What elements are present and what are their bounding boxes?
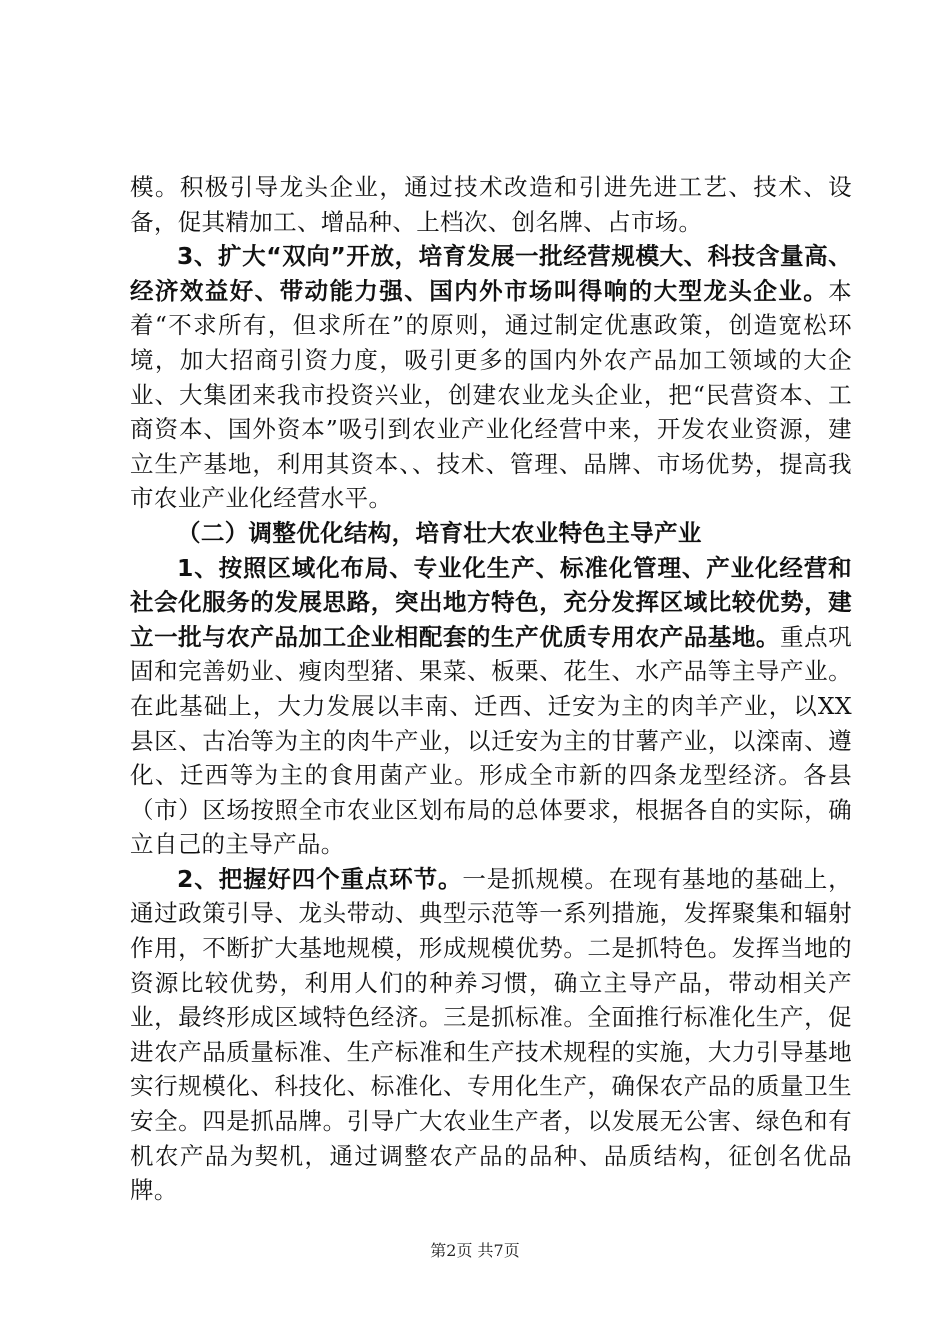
paragraph-text: 模。积极引导龙头企业，通过技术改造和引进先进工艺、技术、设备，促其精加工、增品种、上档次、创名牌、占市场。	[130, 173, 852, 236]
paragraph-text: 本着“不求所有，但求所在”的原则，通过制定优惠政策，创造宽松环境，加大招商引资力度，吸引更多的国内外农产品加工领域的大企业、大集团来我市投资兴业，创建农业龙头企业，把“民营资本、工商资本、国外资本”吸引到农业产业化经营中来，开发农业资源，建立生产基地，利用其资本、、技术、管理、品牌、市场优势，提高我市农业产业化经营水平。	[130, 276, 852, 513]
paragraph-text: 一是抓规模。在现有基地的基础上，通过政策引导、龙头带动、典型示范等一系列措施，发挥聚集和辐射作用，不断扩大基地规模，形成规模优势。二是抓特色。发挥当地的资源比较优势，利用人们的种养习惯，确立主导产品，带动相关产业，最终形成区域特色经济。三是抓标准。全面推行标准化生产，促进农产品质量标准、生产标准和生产技术规程的实施，大力引导基地实行规模化、科技化、标准化、专用化生产，确保农产品的质量卫生安全。四是抓品牌。引导广大农业生产者，以发展无公害、绿色和有机农产品为契机，通过调整农产品的品种、品质结构，征创名优品牌。	[130, 864, 852, 1205]
section-heading-text: （二）调整优化结构，培育壮大农业特色主导产业	[177, 518, 702, 547]
paragraph-bold-lead: 1、按照区域化布局、专业化生产、标准化管理、产业化经营和社会化服务的发展思路，突出地方特色，充分发挥区域比较优势，建立一批与农产品加工企业相配套的生产优质专用农产品基地。	[130, 553, 852, 651]
paragraph-large-enterprises	[130, 239, 852, 516]
paragraph-continuation	[130, 170, 852, 239]
section-heading	[130, 516, 852, 551]
document-body	[130, 170, 852, 1208]
paragraph-bold-lead: 3、扩大“双向”开放，培育发展一批经营规模大、科技含量高、经济效益好、带动能力强、国内外市场叫得响的大型龙头企业。	[130, 242, 852, 305]
paragraph-text: 重点巩固和完善奶业、瘦肉型猪、果菜、板栗、花生、水产品等主导产业。在此基础上，大力发展以丰南、迁西、迁安为主的肉羊产业，以XX县区、古冶等为主的肉牛产业，以迁安为主的甘薯产业，以滦南、遵化、迁西等为主的食用菌产业。形成全市新的四条龙型经济。各县（市）区场按照全市农业区划布局的总体要求，根据各自的实际，确立自己的主导产品。	[130, 622, 852, 859]
page-footer	[0, 1241, 950, 1261]
page-number-label: 第2页 共7页	[430, 1241, 520, 1260]
paragraph-four-key-links	[130, 862, 852, 1208]
paragraph-bold-lead: 2、把握好四个重点环节。	[177, 864, 463, 893]
paragraph-regional-layout	[130, 551, 852, 862]
